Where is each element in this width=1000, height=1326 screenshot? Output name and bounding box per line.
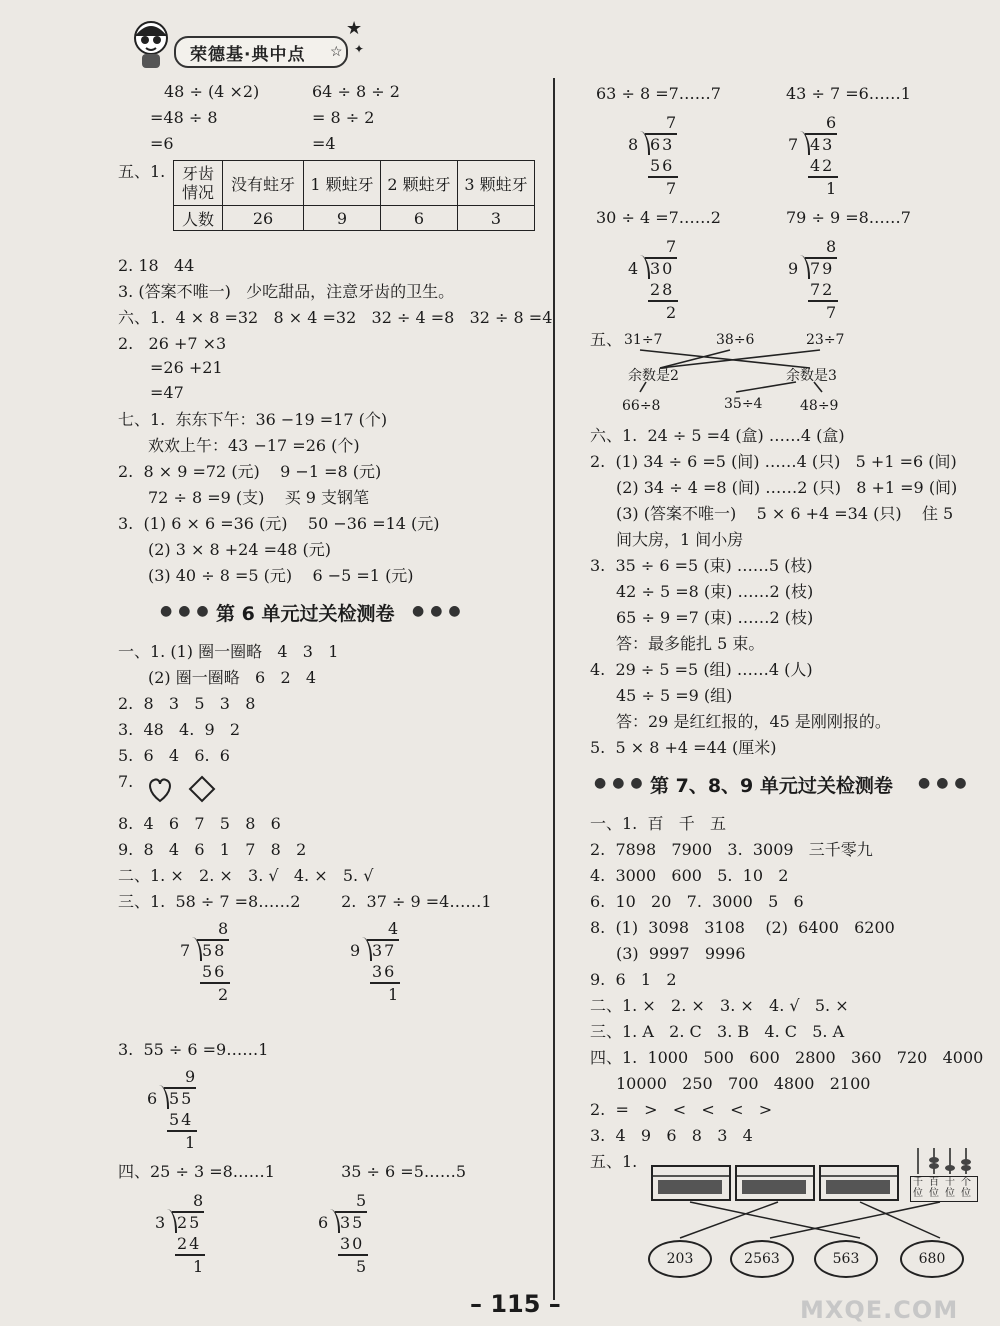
remainder: 1 xyxy=(826,179,839,198)
quotient: 5 xyxy=(356,1191,369,1210)
abacus-matching-lines xyxy=(660,1200,960,1240)
table-cell: 6 xyxy=(381,206,458,231)
product: 28 xyxy=(650,280,675,299)
subtraction-line xyxy=(808,300,838,302)
answer-line: 2. 8 3 5 3 8 xyxy=(118,694,256,713)
answer-line: 三、1. 58 ÷ 7 =8……2 2. 37 ÷ 9 =4……1 xyxy=(118,892,492,911)
answer-line: 3. 4 9 6 8 3 4 xyxy=(590,1126,753,1145)
answer-line: (3) 40 ÷ 8 =5 (元) 6 −5 =1 (元) xyxy=(148,566,414,585)
division-bar xyxy=(335,1211,367,1213)
divisor: 3 xyxy=(155,1213,166,1232)
table-cell: 人数 xyxy=(174,206,223,231)
place-label: 十位 xyxy=(945,1177,955,1199)
page-number: – 115 – xyxy=(470,1290,561,1318)
answer-line: 答：29 是红红报的，45 是刚刚报的。 xyxy=(616,712,891,731)
table-cell: 9 xyxy=(304,206,381,231)
answer-line: 间大房，1 间小房 xyxy=(616,530,744,549)
answer-line: 65 ÷ 9 =7 (束) ……2 (枝) xyxy=(616,608,814,627)
answer-line: 45 ÷ 5 =9 (组) xyxy=(616,686,733,705)
answer-line: 三、1. A 2. C 3. B 4. C 5. A xyxy=(590,1022,845,1041)
dividend: 79 xyxy=(810,259,835,278)
answer-line: 一、1. 百 千 五 xyxy=(590,814,726,833)
dividend: 35 xyxy=(340,1213,365,1232)
remainder: 2 xyxy=(218,985,231,1004)
answer-line: 五、1. xyxy=(590,1152,638,1171)
match-top-item: 31÷7 xyxy=(624,332,663,348)
division-bar xyxy=(645,257,677,259)
answer-line: =26 +21 xyxy=(150,358,223,377)
place-label: 千位 xyxy=(913,1177,923,1199)
title-dots-icon: ●●● xyxy=(412,603,467,619)
table-cell: 没有蛀牙 xyxy=(223,161,304,206)
table-cell: 牙齿情况 xyxy=(174,161,223,206)
subtraction-line xyxy=(648,300,678,302)
product: 36 xyxy=(372,962,397,981)
answer-line: 2. 7898 7900 3. 3009 三千零九 xyxy=(590,840,873,859)
division-bar xyxy=(367,939,399,941)
answer-line: 5. 5 × 8 +4 =44 (厘米) xyxy=(590,738,777,757)
quotient: 7 xyxy=(666,113,679,132)
remainder: 2 xyxy=(666,303,679,322)
dividend: 63 xyxy=(650,135,675,154)
answer-line: 答：最多能扎 5 束。 xyxy=(616,634,765,653)
divisor: 4 xyxy=(628,259,639,278)
subtraction-line xyxy=(648,176,678,178)
match-mid-item: 余数是3 xyxy=(786,368,837,384)
answer-line: (2) 34 ÷ 4 =8 (间) ……2 (只) 8 +1 =9 (间) xyxy=(616,478,958,497)
divisor: 9 xyxy=(788,259,799,278)
brand-plate xyxy=(174,36,348,68)
table-cell: 3 颗蛀牙 xyxy=(458,161,535,206)
match-top-item: 38÷6 xyxy=(716,332,755,348)
answer-line: =47 xyxy=(150,383,184,402)
answer-line: 2. 8 × 9 =72 (元) 9 −1 =8 (元) xyxy=(118,462,382,481)
answer-line: 64 ÷ 8 ÷ 2 xyxy=(312,82,400,101)
match-bottom-item: 35÷4 xyxy=(724,396,763,412)
watermark: MXQE.COM xyxy=(800,1296,959,1324)
answer-line: 四、1. 1000 500 600 2800 360 720 4000 xyxy=(590,1048,984,1067)
quotient: 8 xyxy=(826,237,839,256)
answer-line: 43 ÷ 7 =6……1 xyxy=(786,84,911,103)
answer-line: = 8 ÷ 2 xyxy=(312,108,375,127)
number-oval: 203 xyxy=(648,1240,712,1278)
title-dots-icon: ●●● xyxy=(918,775,973,791)
table-cell: 1 颗蛀牙 xyxy=(304,161,381,206)
remainder: 1 xyxy=(388,985,401,1004)
subtraction-line xyxy=(338,1254,368,1256)
star-icon: ✦ xyxy=(354,42,365,56)
answer-line: 欢欢上午：43 −17 =26 (个) xyxy=(148,436,360,455)
match-bottom-item: 66÷8 xyxy=(622,398,661,414)
quotient: 8 xyxy=(193,1191,206,1210)
match-mid-item: 余数是2 xyxy=(628,368,679,384)
answer-line: 3. 48 4. 9 2 xyxy=(118,720,241,739)
abacus-icon xyxy=(736,1166,814,1200)
title-dots-icon: ●●● xyxy=(594,775,649,791)
answer-line: 4. 29 ÷ 5 =5 (组) ……4 (人) xyxy=(590,660,813,679)
answer-line: 48 ÷ (4 ×2) xyxy=(164,82,260,101)
abacus-icon xyxy=(820,1166,898,1200)
product: 54 xyxy=(169,1110,194,1129)
product: 72 xyxy=(810,280,835,299)
dividend: 55 xyxy=(169,1089,194,1108)
title-dots-icon: ●●● xyxy=(160,603,215,619)
answer-line: 63 ÷ 8 =7……7 xyxy=(596,84,721,103)
answer-line: 10000 250 700 4800 2100 xyxy=(616,1074,871,1093)
remainder: 7 xyxy=(826,303,839,322)
table-cell: 26 xyxy=(223,206,304,231)
subtraction-line xyxy=(808,176,838,178)
number-oval: 680 xyxy=(900,1240,964,1278)
division-bar xyxy=(805,257,837,259)
divisor: 6 xyxy=(318,1213,329,1232)
answer-line: 5. 6 4 6. 6 xyxy=(118,746,230,765)
number-oval: 2563 xyxy=(730,1240,794,1278)
match-top-item: 23÷7 xyxy=(806,332,845,348)
table-cell: 3 xyxy=(458,206,535,231)
answer-line: 二、1. × 2. × 3. √ 4. × 5. √ xyxy=(118,866,374,885)
answer-line: 79 ÷ 9 =8……7 xyxy=(786,208,911,227)
dividend: 58 xyxy=(202,941,227,960)
product: 30 xyxy=(340,1234,365,1253)
place-value-header xyxy=(910,1176,978,1202)
division-bar xyxy=(172,1211,204,1213)
answer-line: =4 xyxy=(312,134,336,153)
answer-line: 2. 18 44 xyxy=(118,256,195,275)
teeth-table xyxy=(173,160,535,231)
number-oval: 563 xyxy=(814,1240,878,1278)
answer-line: (3) 9997 9996 xyxy=(616,944,746,963)
remainder: 5 xyxy=(356,1257,369,1276)
answer-line: 3. 35 ÷ 6 =5 (束) ……5 (枝) xyxy=(590,556,813,575)
answer-line: =6 xyxy=(150,134,174,153)
division-bar xyxy=(197,939,229,941)
answer-line: 8. (1) 3098 3108 (2) 6400 6200 xyxy=(590,918,895,937)
heart-icon xyxy=(150,779,170,801)
dividend: 30 xyxy=(650,259,675,278)
star-icon: ☆ xyxy=(330,44,343,60)
place-label: 个位 xyxy=(961,1177,971,1199)
divisor: 6 xyxy=(147,1089,158,1108)
answer-line: =48 ÷ 8 xyxy=(150,108,218,127)
answer-line: 二、1. × 2. × 3. × 4. √ 5. × xyxy=(590,996,849,1015)
answer-line: 72 ÷ 8 =9 (支) 买 9 支钢笔 xyxy=(148,488,370,507)
brand-text: 荣德基·典中点 xyxy=(190,45,306,65)
answer-line: 七、1. 东东下午：36 −19 =17 (个) xyxy=(118,410,388,429)
dividend: 37 xyxy=(372,941,397,960)
matching-question-number: 五、 xyxy=(590,330,623,349)
answer-line: (2) 圈一圈略 6 2 4 xyxy=(148,668,317,687)
subtraction-line xyxy=(167,1130,197,1132)
remainder: 1 xyxy=(193,1257,206,1276)
counting-rods-icon xyxy=(910,1148,976,1176)
answer-line: 6. 10 20 7. 3000 5 6 xyxy=(590,892,804,911)
answer-line: (3) (答案不唯一) 5 × 6 +4 =34 (只) 住 5 xyxy=(616,504,954,523)
table-row xyxy=(174,206,535,231)
column-divider xyxy=(553,78,555,1300)
product: 56 xyxy=(650,156,675,175)
division-bar xyxy=(164,1087,196,1089)
remainder: 7 xyxy=(666,179,679,198)
match-bottom-item: 48÷9 xyxy=(800,398,839,414)
answer-line: 2. = > < < < > xyxy=(590,1100,773,1119)
quotient: 7 xyxy=(666,237,679,256)
heart-diamond-shapes xyxy=(146,774,216,804)
abacus-icon xyxy=(652,1166,730,1200)
divisor: 8 xyxy=(628,135,639,154)
remainder: 1 xyxy=(185,1133,198,1152)
brand-header xyxy=(118,14,368,74)
answer-line: 3. (1) 6 × 6 =36 (元) 50 −36 =14 (元) xyxy=(118,514,440,533)
table-cell: 2 颗蛀牙 xyxy=(381,161,458,206)
product: 56 xyxy=(202,962,227,981)
quotient: 8 xyxy=(218,919,231,938)
mascot-icon xyxy=(128,18,174,70)
answer-line: 9. 6 1 2 xyxy=(590,970,677,989)
subtraction-line xyxy=(370,982,400,984)
answer-line: 4. 3000 600 5. 10 2 xyxy=(590,866,789,885)
answer-line: 3. (答案不唯一) 少吃甜品，注意牙齿的卫生。 xyxy=(118,282,455,301)
section-title: 第 6 单元过关检测卷 xyxy=(216,603,395,625)
star-icon: ★ xyxy=(346,18,363,39)
quotient: 4 xyxy=(388,919,401,938)
answer-line: 9. 8 4 6 1 7 8 2 xyxy=(118,840,307,859)
answer-line: 六、1. 4 × 8 =32 8 × 4 =32 32 ÷ 4 =8 32 ÷ 8 =4 xyxy=(118,308,553,327)
subtraction-line xyxy=(175,1254,205,1256)
place-label: 百位 xyxy=(929,1177,939,1199)
dividend: 25 xyxy=(177,1213,202,1232)
divisor: 7 xyxy=(788,135,799,154)
division-bar xyxy=(645,133,677,135)
quotient: 9 xyxy=(185,1067,198,1086)
answer-line: 一、1. (1) 圈一圈略 4 3 1 xyxy=(118,642,339,661)
product: 24 xyxy=(177,1234,202,1253)
answer-line: 2. 26 +7 ×3 xyxy=(118,334,227,353)
answer-line: (2) 3 × 8 +24 =48 (元) xyxy=(148,540,331,559)
answer-line: 六、1. 24 ÷ 5 =4 (盒) ……4 (盒) xyxy=(590,426,845,445)
diamond-icon xyxy=(190,777,214,801)
divisor: 9 xyxy=(350,941,361,960)
division-bar xyxy=(805,133,837,135)
section-title: 第 7、8、9 单元过关检测卷 xyxy=(650,775,893,797)
answer-line: 3. 55 ÷ 6 =9……1 xyxy=(118,1040,269,1059)
answer-line: 42 ÷ 5 =8 (束) ……2 (枝) xyxy=(616,582,814,601)
product: 42 xyxy=(810,156,835,175)
abacus-drawings xyxy=(650,1162,910,1204)
subtraction-line xyxy=(200,982,230,984)
divisor: 7 xyxy=(180,941,191,960)
dividend: 43 xyxy=(810,135,835,154)
answer-line: 四、25 ÷ 3 =8……1 35 ÷ 6 =5……5 xyxy=(118,1162,467,1181)
answer-line: 7. xyxy=(118,772,134,791)
quotient: 6 xyxy=(826,113,839,132)
table-row xyxy=(174,161,535,206)
answer-line: 30 ÷ 4 =7……2 xyxy=(596,208,721,227)
answer-line: 8. 4 6 7 5 8 6 xyxy=(118,814,281,833)
table-question-number: 五、1. xyxy=(118,162,166,181)
answer-line: 2. (1) 34 ÷ 6 =5 (间) ……4 (只) 5 +1 =6 (间) xyxy=(590,452,957,471)
